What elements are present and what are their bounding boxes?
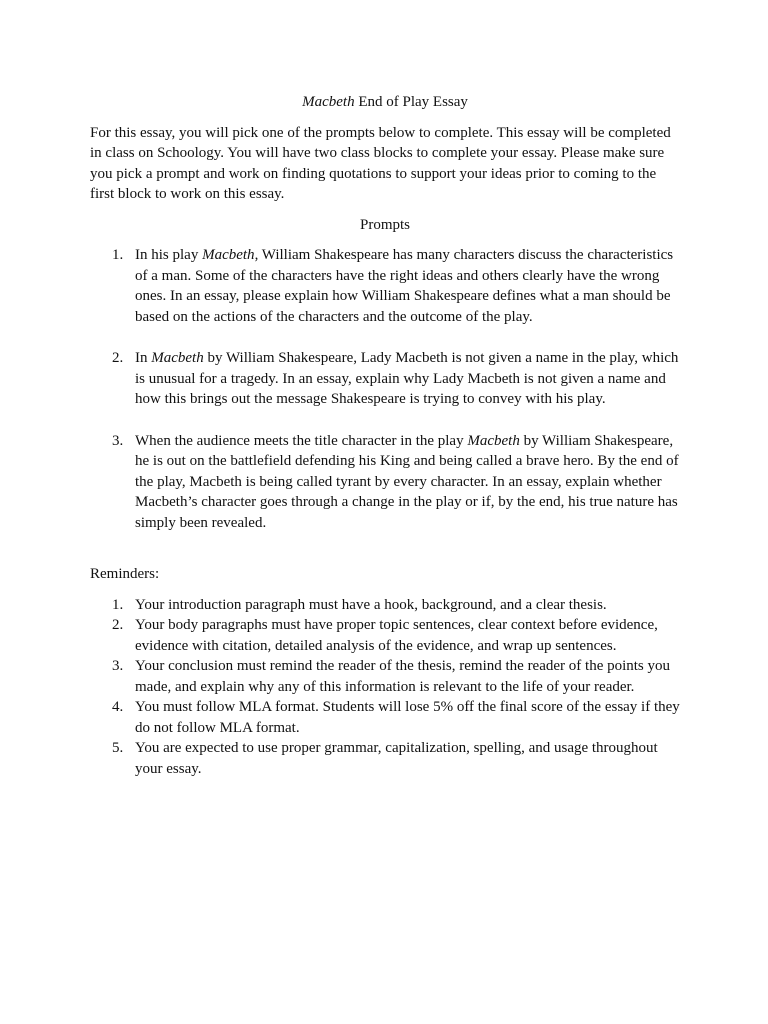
reminder-number: 2.: [112, 617, 124, 633]
prompt-text-post: by William Shakespeare, he is out on the battlefield defending his King and being called a brave hero. By the end of the play, Macbeth is being called tyrant by every character. In an essay, explain whether Macbeth’s character goes through a change in the play or if, by the end, his true nature has simply been revealed.: [135, 432, 679, 531]
reminder-text: Your conclusion must remind the reader of the thesis, remind the reader of the points you made, and explain why any of this information is relevant to the life of your reader.: [135, 658, 671, 695]
prompts-list: [90, 245, 680, 533]
prompt-item: [90, 348, 680, 410]
reminder-item: [90, 738, 680, 779]
reminder-number: 5.: [112, 740, 124, 756]
prompt-text-italic: Macbeth: [151, 350, 204, 366]
prompt-text-post: , William Shakespeare has many characters discuss the characteristics of a man. Some of the characters have the right ideas and others clearly have the wrong ones. In an essay, please explain how William Shakespeare defines what a man should be based on the actions of the characters and the outcome of the play.: [135, 247, 674, 325]
reminder-text: You are expected to use proper grammar, capitalization, spelling, and usage throughout your essay.: [135, 740, 658, 777]
reminder-item: [90, 595, 680, 616]
prompt-number: 1.: [112, 247, 124, 263]
reminder-number: 4.: [112, 699, 124, 715]
reminder-text: Your body paragraphs must have proper topic sentences, clear context before evidence, evidence with citation, detailed analysis of the evidence, and wrap up sentences.: [135, 617, 658, 654]
prompts-heading: Prompts: [359, 216, 410, 233]
reminder-number: 3.: [112, 658, 124, 674]
prompt-text-pre: In: [135, 350, 152, 366]
reminder-item: [90, 697, 680, 738]
reminder-item: [90, 615, 680, 656]
reminder-text: You must follow MLA format. Students will lose 5% off the final score of the essay if they do not follow MLA format.: [135, 699, 680, 736]
prompt-text-pre: When the audience meets the title character in the play: [135, 432, 468, 449]
title-italic-part: Macbeth: [302, 94, 355, 110]
prompt-text-italic: Macbeth: [467, 432, 520, 449]
document-title: [90, 92, 680, 113]
reminders-heading: Reminders:: [90, 566, 160, 582]
intro-paragraph: For this essay, you will pick one of the prompts below to complete. This essay will be completed in class on Schoology. You will have two class blocks to complete your essay. Please make sure you pick a prompt and work on finding quotations to support your ideas prior to coming to the first block to work on this essay.: [90, 124, 671, 202]
document-body: [90, 92, 680, 779]
prompt-item: [90, 245, 680, 327]
prompt-item: [90, 431, 680, 534]
reminders-list: [90, 595, 680, 780]
reminder-text: Your introduction paragraph must have a hook, background, and a clear thesis.: [135, 596, 607, 613]
title-rest-part: End of Play Essay: [354, 94, 468, 110]
reminder-number: 1.: [112, 596, 124, 613]
prompt-number: 3.: [112, 432, 124, 449]
prompt-text-post: by William Shakespeare, Lady Macbeth is not given a name in the play, which is unusual for a tragedy. In an essay, explain why Lady Macbeth is not given a name and how this brings out the message Shakespeare is trying to convey with his play.: [135, 350, 679, 407]
prompt-text-italic: Macbeth: [202, 247, 255, 263]
reminder-item: [90, 656, 680, 697]
prompt-number: 2.: [112, 350, 124, 366]
prompt-text-pre: In his play: [135, 247, 203, 263]
